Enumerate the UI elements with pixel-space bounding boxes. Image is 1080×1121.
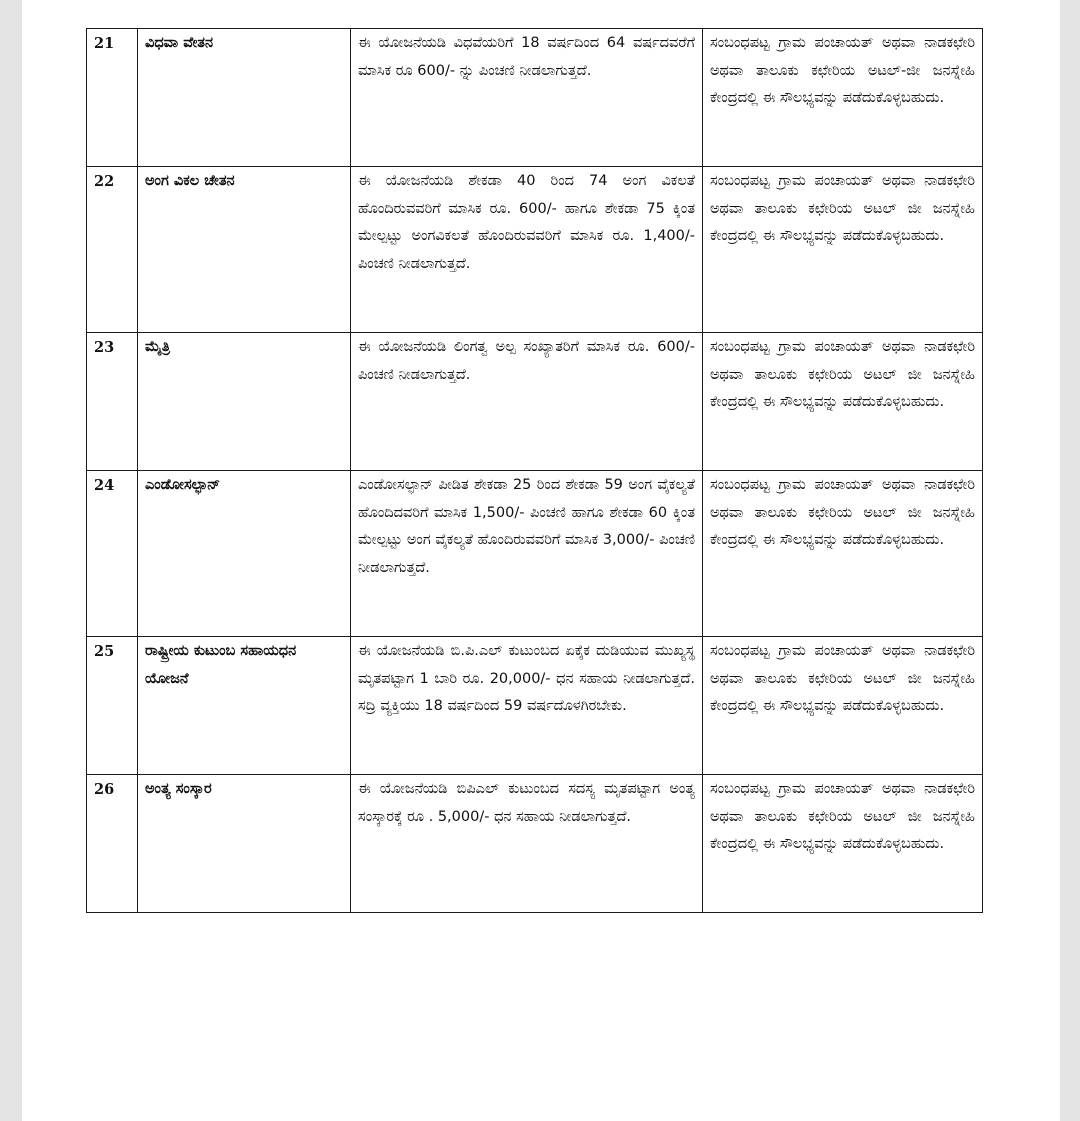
scheme-number: 22 [87,167,138,333]
scheme-name: ರಾಷ್ಟ್ರೀಯ ಕುಟುಂಬ ಸಹಾಯಧನ ಯೋಜನೆ [138,637,351,775]
scheme-availability: ಸಂಬಂಧಪಟ್ಟ ಗ್ರಾಮ ಪಂಚಾಯತ್ ಅಥವಾ ನಾಡಕಛೇರಿ ಅಥವಾ ತಾಲೂಕು ಕಛೇರಿಯ ಅಟಲ್ ಜೀ ಜನಸ್ನೇಹಿ ಕೇಂದ್ರದಲ್ಲಿ ಈ ಸೌಲಭ್ಯವನ್ನು ಪಡೆದುಕೊಳ್ಳಬಹುದು. [703,471,983,637]
scheme-name: ಅಂಗ ವಿಕಲ ಚೇತನ [138,167,351,333]
scheme-description: ಈ ಯೋಜನೆಯಡಿ ಬಿಪಿಎಲ್ ಕುಟುಂಬದ ಸದಸ್ಯ ಮೃತಪಟ್ಟಾಗ ಅಂತ್ಯ ಸಂಸ್ಕಾರಕ್ಕೆ ರೂ . 5,000/- ಧನ ಸಹಾಯ ನೀಡಲಾಗುತ್ತದೆ. [351,775,703,913]
table-row [87,29,983,167]
scheme-description: ಈ ಯೋಜನೆಯಡಿ ಬಿ.ಪಿ.ಎಲ್ ಕುಟುಂಬದ ಏಕೈಕ ದುಡಿಯುವ ಮುಖ್ಯಸ್ಥ ಮೃತಪಟ್ಟಾಗ 1 ಬಾರಿ ರೂ. 20,000/- ಧನ ಸಹಾಯ ನೀಡಲಾಗುತ್ತದೆ. ಸದ್ರಿ ವ್ಯಕ್ತಿಯು 18 ವರ್ಷದಿಂದ 59 ವರ್ಷದೊಳಗಿರಬೇಕು. [351,637,703,775]
welfare-schemes-table [86,28,983,913]
table-row [87,167,983,333]
scheme-name: ವಿಧವಾ ವೇತನ [138,29,351,167]
table-row [87,637,983,775]
scheme-availability: ಸಂಬಂಧಪಟ್ಟ ಗ್ರಾಮ ಪಂಚಾಯತ್ ಅಥವಾ ನಾಡಕಛೇರಿ ಅಥವಾ ತಾಲೂಕು ಕಛೇರಿಯ ಅಟಲ್ ಜೀ ಜನಸ್ನೇಹಿ ಕೇಂದ್ರದಲ್ಲಿ ಈ ಸೌಲಭ್ಯವನ್ನು ಪಡೆದುಕೊಳ್ಳಬಹುದು. [703,637,983,775]
scheme-name: ಎಂಡೋಸಲ್ಫಾನ್ [138,471,351,637]
scheme-number: 26 [87,775,138,913]
scheme-availability: ಸಂಬಂಧಪಟ್ಟ ಗ್ರಾಮ ಪಂಚಾಯತ್ ಅಥವಾ ನಾಡಕಛೇರಿ ಅಥವಾ ತಾಲೂಕು ಕಛೇರಿಯ ಅಟಲ್ ಜೀ ಜನಸ್ನೇಹಿ ಕೇಂದ್ರದಲ್ಲಿ ಈ ಸೌಲಭ್ಯವನ್ನು ಪಡೆದುಕೊಳ್ಳಬಹುದು. [703,167,983,333]
table-row [87,333,983,471]
scheme-availability: ಸಂಬಂಧಪಟ್ಟ ಗ್ರಾಮ ಪಂಚಾಯತ್ ಅಥವಾ ನಾಡಕಛೇರಿ ಅಥವಾ ತಾಲೂಕು ಕಛೇರಿಯ ಅಟಲ್-ಜೀ ಜನಸ್ನೇಹಿ ಕೇಂದ್ರದಲ್ಲಿ ಈ ಸೌಲಭ್ಯವನ್ನು ಪಡೆದುಕೊಳ್ಳಬಹುದು. [703,29,983,167]
scheme-number: 25 [87,637,138,775]
scheme-availability: ಸಂಬಂಧಪಟ್ಟ ಗ್ರಾಮ ಪಂಚಾಯತ್ ಅಥವಾ ನಾಡಕಛೇರಿ ಅಥವಾ ತಾಲೂಕು ಕಛೇರಿಯ ಅಟಲ್ ಜೀ ಜನಸ್ನೇಹಿ ಕೇಂದ್ರದಲ್ಲಿ ಈ ಸೌಲಭ್ಯವನ್ನು ಪಡೆದುಕೊಳ್ಳಬಹುದು. [703,333,983,471]
scheme-name: ಮೈತ್ರಿ [138,333,351,471]
scheme-number: 24 [87,471,138,637]
scheme-name: ಅಂತ್ಯ ಸಂಸ್ಕಾರ [138,775,351,913]
scheme-number: 23 [87,333,138,471]
scheme-description: ಎಂಡೋಸಲ್ಫಾನ್ ಪೀಡಿತ ಶೇಕಡಾ 25 ರಿಂದ ಶೇಕಡಾ 59 ಅಂಗ ವೈಕಲ್ಯತೆ ಹೊಂದಿದವರಿಗೆ ಮಾಸಿಕ 1,500/- ಪಿಂಚಣಿ ಹಾಗೂ ಶೇಕಡಾ 60 ಕ್ಕಿಂತ ಮೇಲ್ಪಟ್ಟು ಅಂಗ ವೈಕಲ್ಯತೆ ಹೊಂದಿರುವವರಿಗೆ ಮಾಸಿಕ 3,000/- ಪಿಂಚಣಿ ನೀಡಲಾಗುತ್ತದೆ. [351,471,703,637]
scheme-number: 21 [87,29,138,167]
scheme-description: ಈ ಯೋಜನೆಯಡಿ ಲಿಂಗತ್ವ ಅಲ್ಪ ಸಂಖ್ಯಾತರಿಗೆ ಮಾಸಿಕ ರೂ. 600/- ಪಿಂಚಣಿ ನೀಡಲಾಗುತ್ತದೆ. [351,333,703,471]
document-page [22,0,1060,1121]
table-row [87,775,983,913]
table-row [87,471,983,637]
scheme-description: ಈ ಯೋಜನೆಯಡಿ ಶೇಕಡಾ 40 ರಿಂದ 74 ಅಂಗ ವಿಕಲತೆ ಹೊಂದಿರುವವರಿಗೆ ಮಾಸಿಕ ರೂ. 600/- ಹಾಗೂ ಶೇಕಡಾ 75 ಕ್ಕಿಂತ ಮೇಲ್ಪಟ್ಟು ಅಂಗವಿಕಲತೆ ಹೊಂದಿರುವವರಿಗೆ ಮಾಸಿಕ ರೂ. 1,400/- ಪಿಂಚಣಿ ನೀಡಲಾಗುತ್ತದೆ. [351,167,703,333]
scheme-availability: ಸಂಬಂಧಪಟ್ಟ ಗ್ರಾಮ ಪಂಚಾಯತ್ ಅಥವಾ ನಾಡಕಛೇರಿ ಅಥವಾ ತಾಲೂಕು ಕಛೇರಿಯ ಅಟಲ್ ಜೀ ಜನಸ್ನೇಹಿ ಕೇಂದ್ರದಲ್ಲಿ ಈ ಸೌಲಭ್ಯವನ್ನು ಪಡೆದುಕೊಳ್ಳಬಹುದು. [703,775,983,913]
scheme-description: ಈ ಯೋಜನೆಯಡಿ ವಿಧವೆಯರಿಗೆ 18 ವರ್ಷದಿಂದ 64 ವರ್ಷದವರೆಗೆ ಮಾಸಿಕ ರೂ 600/- ನ್ನು ಪಿಂಚಣಿ ನೀಡಲಾಗುತ್ತದೆ. [351,29,703,167]
